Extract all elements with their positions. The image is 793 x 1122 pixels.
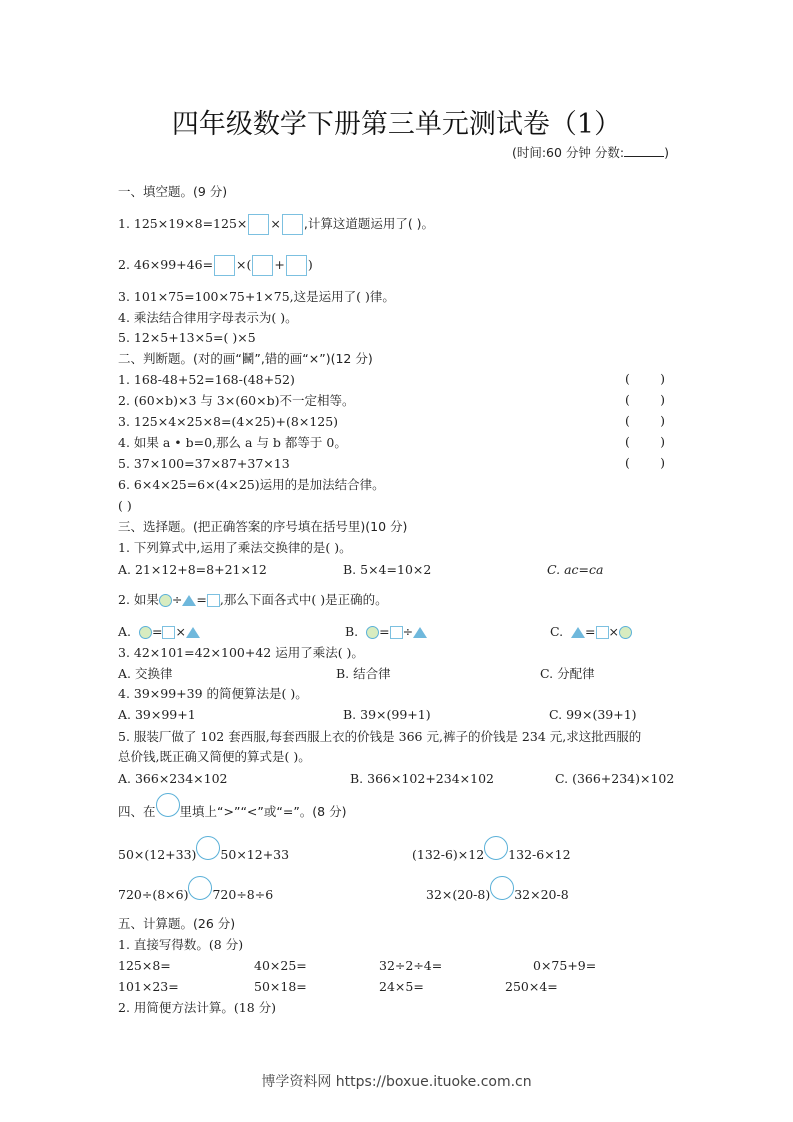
expr: 50×(12+33)	[118, 847, 197, 862]
s3-q4: 4. 39×99+39 的简便算法是( )。	[118, 686, 308, 701]
answer-paren	[625, 371, 665, 386]
paren: (	[625, 413, 630, 428]
label: C.	[550, 624, 564, 639]
option-a: A. 366×234×102	[118, 771, 228, 786]
compare-row	[426, 886, 569, 904]
square-icon	[390, 626, 403, 639]
expr: 720÷(8×6)	[118, 887, 189, 902]
expr: 32×(20-8)	[426, 887, 491, 902]
circle-icon	[139, 626, 152, 639]
compare-row	[118, 846, 289, 864]
option-b: B. 366×102+234×102	[350, 771, 494, 786]
s2-item: 6. 6×4×25=6×(4×25)运用的是加法结合律。	[118, 477, 385, 492]
time-score-line	[512, 143, 669, 161]
square-icon	[207, 594, 220, 607]
text: 里填上“>”“<”或“=”。(8 分)	[179, 804, 347, 819]
answer-box	[248, 214, 269, 235]
s2-item: 3. 125×4×25×8=(4×25)+(8×125)	[118, 414, 339, 429]
paren: )	[660, 434, 665, 449]
option-a: A. 交换律	[118, 666, 173, 681]
compare-row	[412, 846, 571, 864]
section-4-heading	[118, 803, 346, 821]
s3-q3: 3. 42×101=42×100+42 运用了乘法( )。	[118, 645, 364, 660]
answer-box	[252, 255, 273, 276]
calc-item: 101×23=	[118, 979, 179, 994]
section-5-heading: 五、计算题。(26 分)	[118, 916, 236, 931]
answer-paren	[625, 392, 665, 407]
expr: 50×12+33	[220, 847, 290, 862]
s5-sub2: 2. 用简便方法计算。(18 分)	[118, 1000, 277, 1015]
triangle-icon	[571, 627, 585, 638]
text: 四、在	[118, 804, 156, 819]
op: =	[379, 624, 390, 639]
compare-row	[118, 886, 273, 904]
calc-item: 24×5=	[379, 979, 424, 994]
s3-q2	[118, 591, 388, 609]
calc-item: 40×25=	[254, 958, 307, 973]
q-text: +	[274, 257, 285, 272]
answer-paren	[625, 413, 665, 428]
compare-circle	[196, 836, 220, 860]
q-text: 1. 125×19×8=125×	[118, 216, 248, 231]
label: B.	[345, 624, 359, 639]
compare-circle	[188, 876, 212, 900]
s2-item: 5. 37×100=37×87+37×13	[118, 456, 290, 471]
paren: )	[660, 371, 665, 386]
q-text: )	[307, 257, 313, 272]
triangle-icon	[186, 627, 200, 638]
s3-q5-line1: 5. 服装厂做了 102 套西服,每套西服上衣的价钱是 366 元,裤子的价钱是 234 元,求这批西服的	[118, 729, 642, 744]
paren: )	[660, 392, 665, 407]
answer-paren	[625, 434, 665, 449]
s2-item6-paren: ( )	[118, 498, 132, 513]
op: ÷	[402, 624, 414, 639]
section-1-heading: 一、填空题。(9 分)	[118, 184, 228, 199]
op: ×	[175, 624, 186, 639]
calc-item: 0×75+9=	[533, 958, 597, 973]
s1-q5: 5. 12×5+13×5=( )×5	[118, 330, 256, 345]
option-b: B. 5×4=10×2	[343, 562, 432, 577]
option-c: C. 分配律	[540, 666, 595, 681]
compare-circle	[490, 876, 514, 900]
expr: 132-6×12	[508, 847, 571, 862]
paren: (	[625, 434, 630, 449]
op: ÷	[171, 592, 183, 607]
answer-box	[286, 255, 307, 276]
label: A.	[118, 624, 132, 639]
q-text: 2. 46×99+46=	[118, 257, 214, 272]
q-text: ×	[270, 216, 281, 231]
s2-item: 2. (60×b)×3 与 3×(60×b)不一定相等。	[118, 393, 355, 408]
answer-box	[214, 255, 235, 276]
close-paren: )	[664, 145, 669, 160]
calc-item: 50×18=	[254, 979, 307, 994]
q-text: ,那么下面各式中( )是正确的。	[219, 592, 388, 607]
paren: )	[660, 413, 665, 428]
circle-icon	[619, 626, 632, 639]
q-text: ×(	[236, 257, 252, 272]
option-a	[118, 623, 200, 641]
s3-q1: 1. 下列算式中,运用了乘法交换律的是( )。	[118, 540, 352, 555]
option-c: C. (366+234)×102	[555, 771, 675, 786]
calc-item: 250×4=	[505, 979, 558, 994]
section-2-heading: 二、判断题。(对的画“鬭”,错的画“×”)(12 分)	[118, 351, 373, 366]
option-b	[345, 623, 427, 641]
s1-q4: 4. 乘法结合律用字母表示为( )。	[118, 310, 298, 325]
paren: (	[625, 455, 630, 470]
triangle-icon	[182, 595, 196, 606]
score-blank	[624, 144, 664, 157]
paren: )	[660, 455, 665, 470]
option-c: C. 99×(39+1)	[549, 707, 637, 722]
circle-icon	[366, 626, 379, 639]
option-a: A. 21×12+8=8+21×12	[118, 562, 267, 577]
expr: 32×20-8	[514, 887, 569, 902]
s5-sub1: 1. 直接写得数。(8 分)	[118, 937, 244, 952]
section-3-heading: 三、选择题。(把正确答案的序号填在括号里)(10 分)	[118, 519, 408, 534]
s2-item: 1. 168-48+52=168-(48+52)	[118, 372, 295, 387]
answer-paren	[625, 455, 665, 470]
q-text: ,计算这道题运用了( )。	[303, 216, 435, 231]
square-icon	[162, 626, 175, 639]
footer-watermark: 博学资料网 https://boxue.ituoke.com.cn	[261, 1074, 532, 1090]
paren: (	[625, 392, 630, 407]
op: =	[196, 592, 207, 607]
page-title: 四年级数学下册第三单元测试卷（1）	[171, 109, 622, 140]
circle-icon	[159, 594, 172, 607]
expr: (132-6)×12	[412, 847, 485, 862]
square-icon	[596, 626, 609, 639]
op: =	[151, 624, 163, 639]
time-label: (时间:60 分钟 分数:	[511, 145, 625, 160]
q-text: 2. 如果	[118, 592, 159, 607]
expr: 720÷8÷6	[212, 887, 274, 902]
option-b: B. 结合律	[336, 666, 391, 681]
s2-item: 4. 如果 a • b=0,那么 a 与 b 都等于 0。	[118, 435, 347, 450]
option-a: A. 39×99+1	[118, 707, 196, 722]
calc-item: 125×8=	[118, 958, 171, 973]
triangle-icon	[413, 627, 427, 638]
s1-q2	[118, 255, 313, 276]
answer-box	[282, 214, 303, 235]
option-c	[550, 623, 632, 641]
op: ×	[608, 624, 620, 639]
compare-circle	[484, 836, 508, 860]
option-c: C. ac=ca	[547, 562, 604, 577]
s3-q5-line2: 总价钱,既正确又简便的算式是( )。	[118, 749, 311, 764]
circle-icon	[156, 793, 180, 817]
s1-q3: 3. 101×75=100×75+1×75,这是运用了( )律。	[118, 289, 395, 304]
s1-q1	[118, 214, 434, 235]
paren: (	[625, 371, 630, 386]
op: =	[585, 624, 596, 639]
option-b: B. 39×(99+1)	[343, 707, 431, 722]
calc-item: 32÷2÷4=	[379, 958, 443, 973]
